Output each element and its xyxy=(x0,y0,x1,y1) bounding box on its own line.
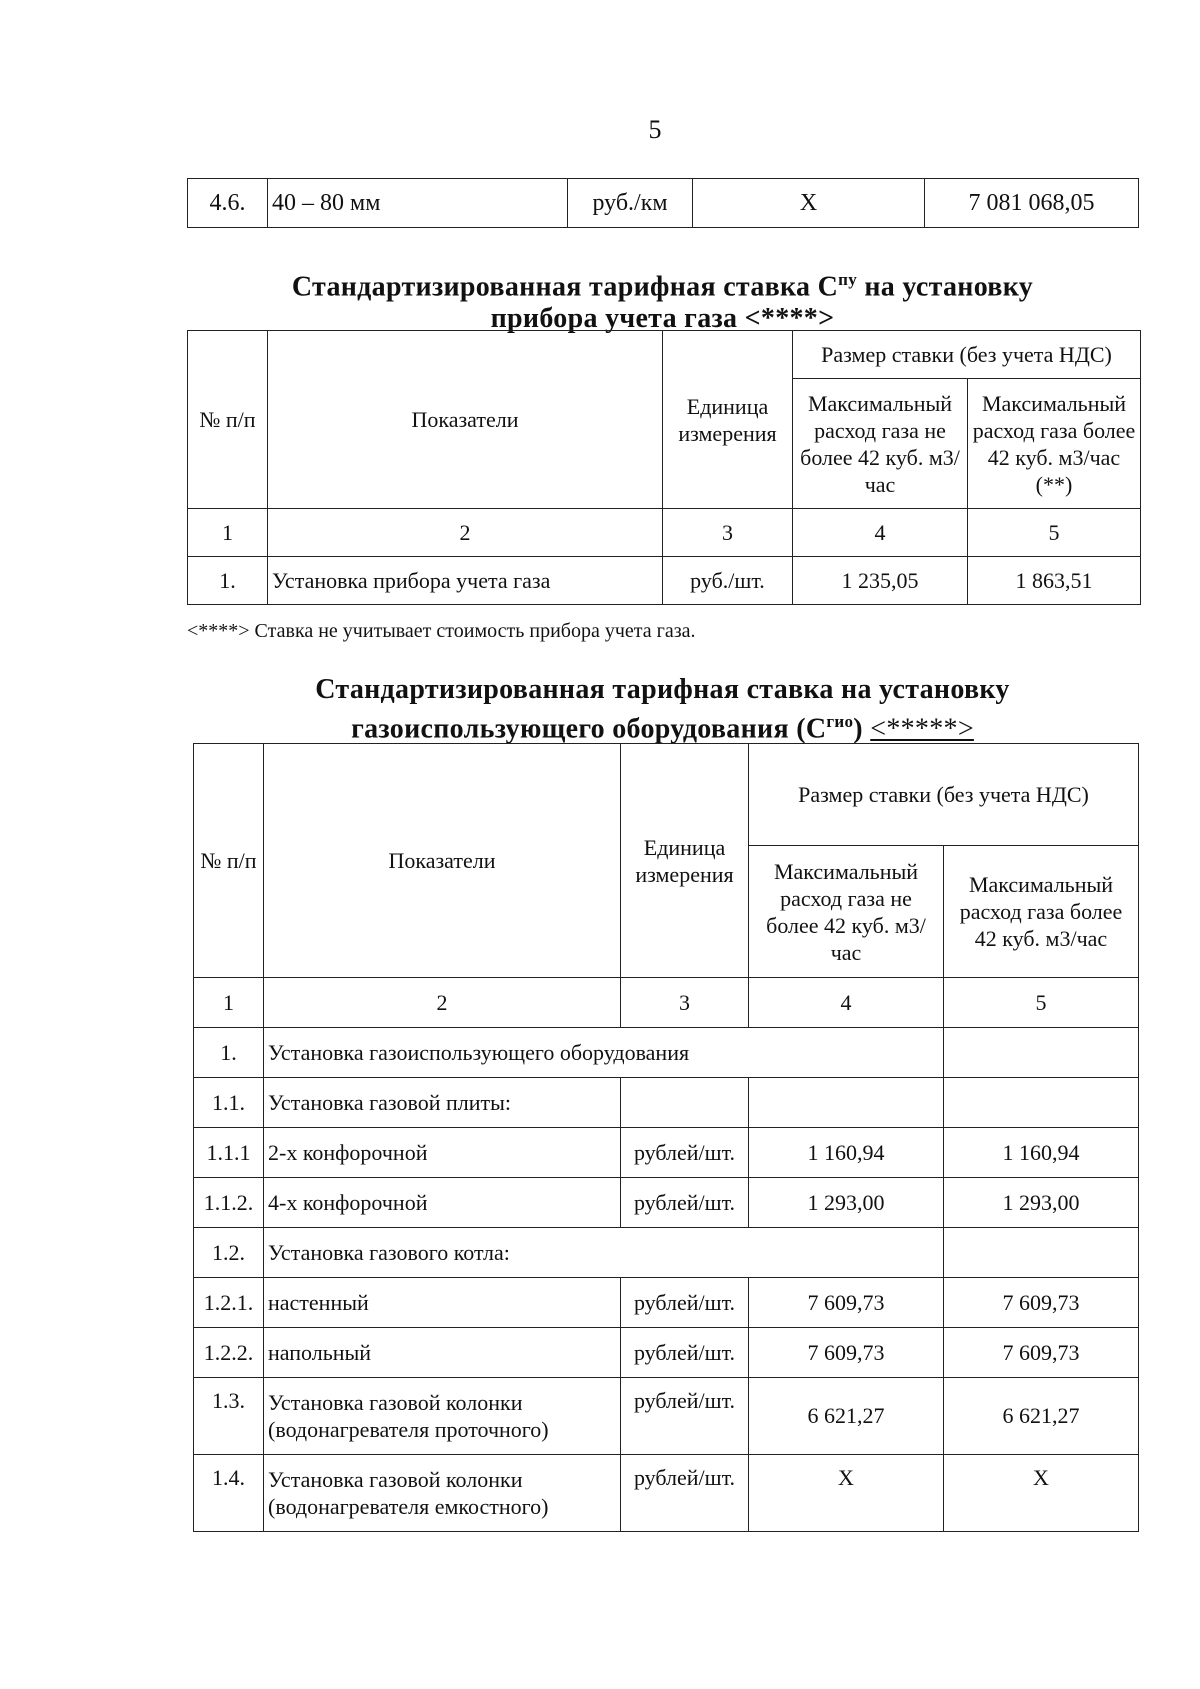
colnum-3: 3 xyxy=(663,509,793,557)
section2-title-line1: Стандартизированная тарифная ставка на установку xyxy=(315,674,1010,705)
row-value-4: 7 609,73 xyxy=(749,1278,944,1328)
page-number: 5 xyxy=(648,115,662,144)
header-max-le42: Максимальный расход газа не более 42 куб. м3/час xyxy=(793,379,968,509)
row-number: 1.1.1 xyxy=(194,1128,264,1178)
row-value-5: 7 609,73 xyxy=(944,1278,1139,1328)
colnum-2: 2 xyxy=(264,978,621,1028)
continuation-table xyxy=(187,178,1139,228)
header-indicators: Показатели xyxy=(264,744,621,978)
row-value-4: Х xyxy=(693,179,925,228)
row-unit: рублей/шт. xyxy=(621,1178,749,1228)
header-rate: Размер ставки (без учета НДС) xyxy=(793,331,1141,379)
row-number: 1.1. xyxy=(194,1078,264,1128)
row-value-4: 1 293,00 xyxy=(749,1178,944,1228)
table-row xyxy=(194,1278,1139,1328)
column-number-row xyxy=(188,509,1141,557)
row-value-4: 1 235,05 xyxy=(793,557,968,605)
section1-title: Стандартизированная тарифная ставка $С^{пу}$ на установку прибора учета газа <****> xyxy=(187,264,1138,335)
header-num: № п/п xyxy=(194,744,264,978)
table-row xyxy=(188,179,1139,228)
colnum-4: 4 xyxy=(793,509,968,557)
row-label: Установка газоиспользующего оборудования xyxy=(264,1028,944,1078)
header-max-gt42: Максимальный расход газа более 42 куб. м3/час (**) xyxy=(968,379,1141,509)
row-unit: руб./км xyxy=(568,179,693,228)
header-indicators: Показатели xyxy=(268,331,663,509)
row-value-5: 1 863,51 xyxy=(968,557,1141,605)
column-number-row xyxy=(194,978,1139,1028)
row-value-5: 7 609,73 xyxy=(944,1328,1139,1378)
table-row xyxy=(194,1228,1139,1278)
row-label: Установка газовой колонки (водонагревателя проточного) xyxy=(264,1378,621,1455)
row-value-5: 1 293,00 xyxy=(944,1178,1139,1228)
header-max-le42: Максимальный расход газа не более 42 куб. м3/час xyxy=(749,846,944,978)
row-unit: рублей/шт. xyxy=(621,1455,749,1532)
colnum-1: 1 xyxy=(194,978,264,1028)
row-number: 4.6. xyxy=(188,179,268,228)
row-value-4: 7 609,73 xyxy=(749,1328,944,1378)
row-number: 1.2. xyxy=(194,1228,264,1278)
row-value-5 xyxy=(944,1078,1139,1128)
header-rate: Размер ставки (без учета НДС) xyxy=(749,744,1139,846)
colnum-5: 5 xyxy=(968,509,1141,557)
row-unit: рублей/шт. xyxy=(621,1128,749,1178)
row-value-5: 1 160,94 xyxy=(944,1128,1139,1178)
row-value-5 xyxy=(944,1228,1139,1278)
row-value-4: Х xyxy=(749,1455,944,1532)
row-number: 1.3. xyxy=(194,1378,264,1455)
row-label: Установка газовой колонки (водонагревателя емкостного) xyxy=(264,1455,621,1532)
header-num: № п/п xyxy=(188,331,268,509)
table-row xyxy=(194,1378,1139,1455)
gas-equipment-rate-table xyxy=(193,743,1139,1532)
row-value-4 xyxy=(749,1078,944,1128)
table-row xyxy=(194,1128,1139,1178)
row-label: настенный xyxy=(264,1278,621,1328)
row-value-5: 7 081 068,05 xyxy=(925,179,1139,228)
header-max-gt42: Максимальный расход газа более 42 куб. м3/час xyxy=(944,846,1139,978)
row-value-4: 1 160,94 xyxy=(749,1128,944,1178)
meter-install-rate-table xyxy=(187,330,1141,605)
table-row xyxy=(194,1178,1139,1228)
section1-footnote: <****> Ставка не учитывает стоимость прибора учета газа. xyxy=(187,620,696,642)
row-label: Установка прибора учета газа xyxy=(268,557,663,605)
colnum-3: 3 xyxy=(621,978,749,1028)
colnum-2: 2 xyxy=(268,509,663,557)
section2-title-mark: <*****> xyxy=(870,713,974,745)
row-value-5: 6 621,27 xyxy=(944,1378,1139,1455)
row-label: напольный xyxy=(264,1328,621,1378)
table-row xyxy=(194,1328,1139,1378)
section2-title: Стандартизированная тарифная ставка на установку газоиспользующего оборудования $(С^{гио})$ <*****> xyxy=(187,674,1138,745)
row-unit xyxy=(621,1078,749,1128)
row-number: 1.2.1. xyxy=(194,1278,264,1328)
row-unit: рублей/шт. xyxy=(621,1278,749,1328)
row-label: 40 – 80 мм xyxy=(268,179,568,228)
table-row xyxy=(188,557,1141,605)
row-number: 1. xyxy=(194,1028,264,1078)
row-label: 4-х конфорочной xyxy=(264,1178,621,1228)
colnum-4: 4 xyxy=(749,978,944,1028)
row-unit: руб./шт. xyxy=(663,557,793,605)
colnum-1: 1 xyxy=(188,509,268,557)
row-value-5 xyxy=(944,1028,1139,1078)
row-number: 1.2.2. xyxy=(194,1328,264,1378)
table-row xyxy=(194,1028,1139,1078)
header-unit: Единица измерения xyxy=(663,331,793,509)
row-label: Установка газовой плиты: xyxy=(264,1078,621,1128)
row-unit: рублей/шт. xyxy=(621,1378,749,1455)
row-unit: рублей/шт. xyxy=(621,1328,749,1378)
row-value-4: 6 621,27 xyxy=(749,1378,944,1455)
row-number: 1.1.2. xyxy=(194,1178,264,1228)
colnum-5: 5 xyxy=(944,978,1139,1028)
row-number: 1.4. xyxy=(194,1455,264,1532)
table-row xyxy=(194,1455,1139,1532)
header-unit: Единица измерения xyxy=(621,744,749,978)
row-number: 1. xyxy=(188,557,268,605)
section1-title-line2: прибора учета газа <****> xyxy=(490,303,835,335)
table-row xyxy=(194,1078,1139,1128)
row-label: Установка газового котла: xyxy=(264,1228,944,1278)
row-value-5: Х xyxy=(944,1455,1139,1532)
row-label: 2-х конфорочной xyxy=(264,1128,621,1178)
